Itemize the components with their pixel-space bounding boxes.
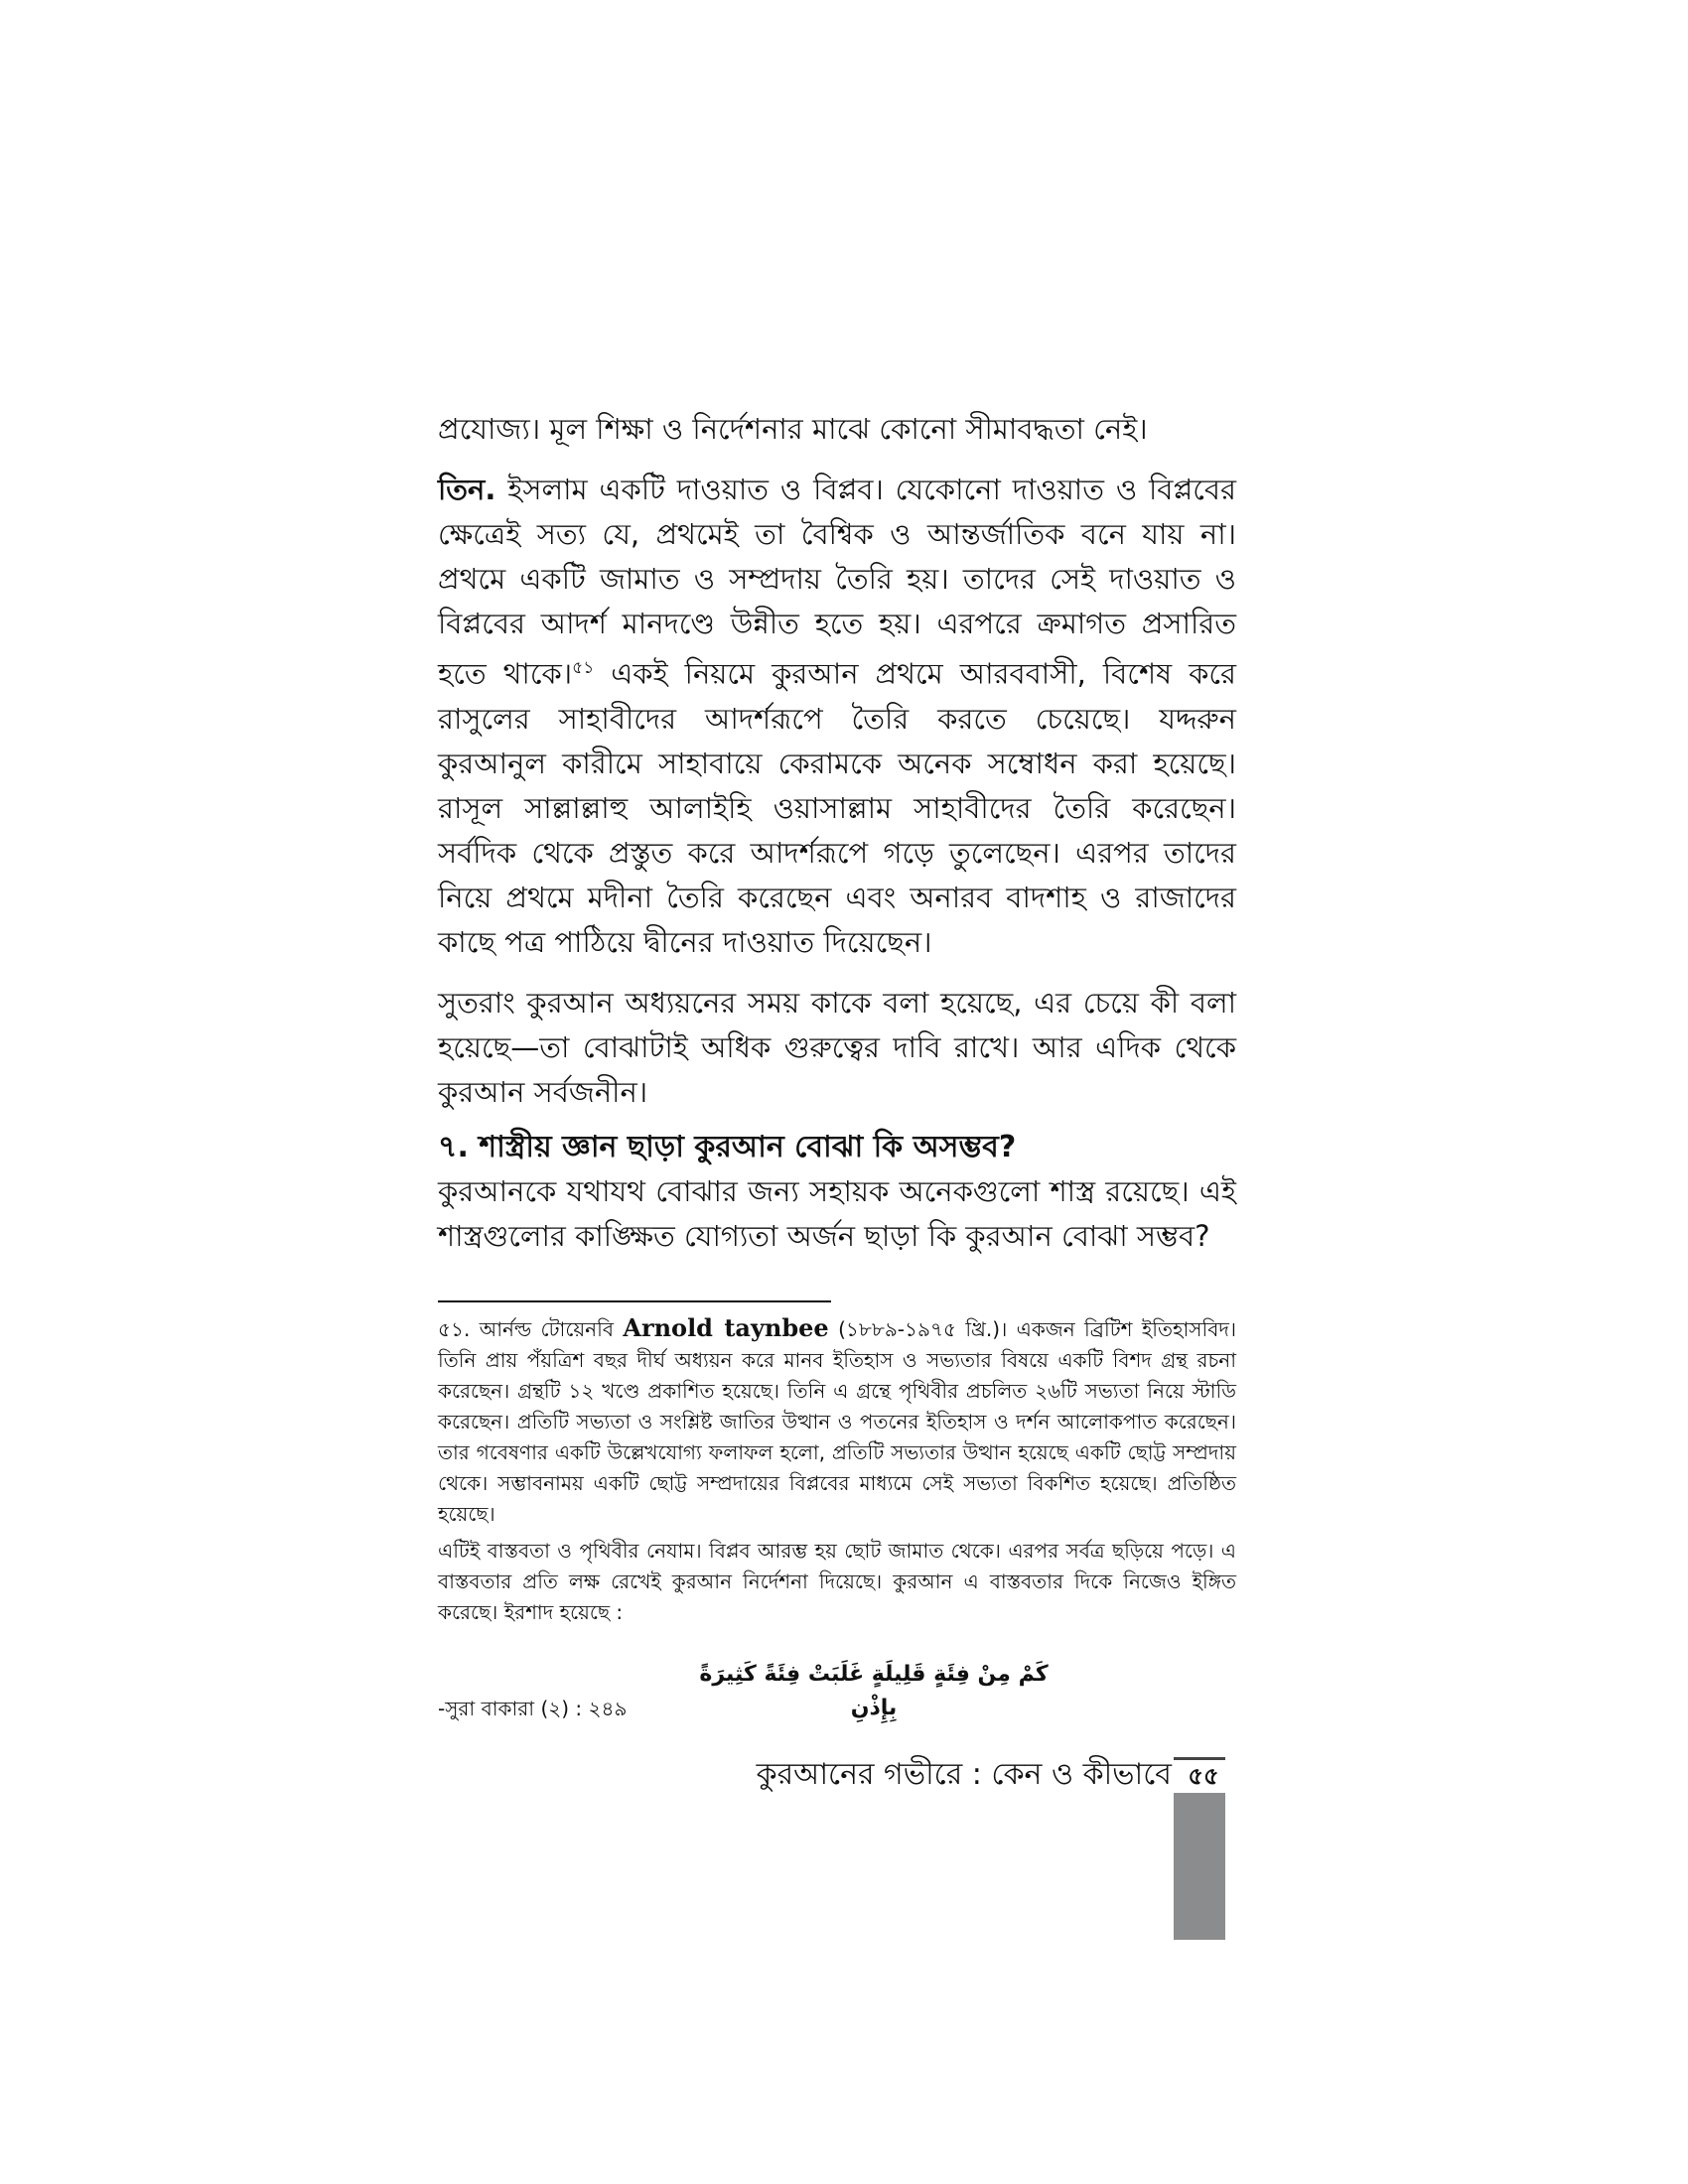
paragraph-text: সুতরাং কুরআন অধ্যয়নের সময় কাকে বলা হয়েছে, এর চেয়ে কী বলা হয়েছে—তা বোঝাটাই অধিক গুরুত্বের দাবি রাখে। আর এদিক থেকে কুরআন সর্বজনীন। xyxy=(438,985,1236,1109)
section-question: কুরআনকে যথাযথ বোঝার জন্য সহায়ক অনেকগুলো শাস্ত্র রয়েছে। এই শাস্ত্রগুলোর কাঙ্ক্ষিত যোগ্যতা অর্জন ছাড়া কি কুরআন বোঝা সম্ভব? xyxy=(438,1174,1236,1253)
footnote-number: ৫১. আর্নল্ড টোয়েনবি xyxy=(438,1317,624,1341)
footnote-reference[interactable]: ৫১ xyxy=(572,658,595,678)
paragraph xyxy=(438,981,1236,1115)
footnote-text: এটিই বাস্তবতা ও পৃথিবীর নেযাম। বিপ্লব আরম্ভ হয় ছোট জামাত থেকে। এরপর সর্বত্র ছড়িয়ে পড়ে। এ বাস্তবতার প্রতি লক্ষ রেখেই কুরআন নির্দেশনা দিয়েছে। কুরআন এ বাস্তবতার দিকে নিজেও ইঙ্গিত করেছে। ইরশাদ হয়েছে : xyxy=(438,1539,1236,1624)
paragraph-text: প্রযোজ্য। মূল শিক্ষা ও নির্দেশনার মাঝে কোনো সীমাবদ্ধতা নেই। xyxy=(438,412,1148,446)
page-tab-rule xyxy=(1174,1757,1225,1760)
page-edge-tab xyxy=(1174,1793,1225,1940)
body-text xyxy=(438,407,1236,1131)
paragraph xyxy=(438,468,1236,965)
paragraph-lead: তিন. xyxy=(438,473,496,506)
paragraph xyxy=(438,407,1236,452)
footnote-divider xyxy=(438,1300,831,1302)
paragraph-text: ইসলাম একটি দাওয়াত ও বিপ্লব। যেকোনো দাওয়াত ও বিপ্লবের ক্ষেত্রেই সত্য যে, প্রথমেই তা বৈশ্বিক ও আন্তর্জাতিক বনে যায় না। প্রথমে একটি জামাত ও সম্প্রদায় তৈরি হয়। তাদের সেই দাওয়াত ও বিপ্লবের আদর্শ মানদণ্ডে উন্নীত হতে হয়। এরপরে ক্রমাগত প্রসারিত হতে থাকে। xyxy=(438,473,1236,691)
paragraph-text: একই নিয়মে কুরআন প্রথমে আরববাসী, বিশেষ করে রাসুলের সাহাবীদের আদর্শরূপে তৈরি করতে চেয়েছে। যদ্দরুন কুরআনুল কারীমে সাহাবায়ে কেরামকে অনেক সম্বোধন করা হয়েছে। রাসূল সাল্লাল্লাহু আলাইহি ওয়াসাল্লাম সাহাবীদের তৈরি করেছেন। সর্বদিক থেকে প্রস্তুত করে আদর্শরূপে গড়ে তুলেছেন। এরপর তাদের নিয়ে প্রথমে মদীনা তৈরি করেছেন এবং অনারব বাদশাহ ও রাজাদের কাছে পত্র পাঠিয়ে দ্বীনের দাওয়াত দিয়েছেন। xyxy=(438,656,1236,959)
verse-citation: -সুরা বাকারা (২) : ২৪৯ xyxy=(438,1697,628,1720)
footnote-text: (১৮৮৯-১৯৭৫ খ্রি.)। একজন ব্রিটিশ ইতিহাসবিদ। তিনি প্রায় পঁয়ত্রিশ বছর দীর্ঘ অধ্যয়ন করে মানব ইতিহাস ও সভ্যতার বিষয়ে একটি বিশদ গ্রন্থ রচনা করেছেন। গ্রন্থটি ১২ খণ্ডে প্রকাশিত হয়েছে। তিনি এ গ্রন্থে পৃথিবীর প্রচলিত ২৬টি সভ্যতা নিয়ে স্টাডি করেছেন। প্রতিটি সভ্যতা ও সংশ্লিষ্ট জাতির উত্থান ও পতনের ইতিহাস ও দর্শন আলোকপাত করেছেন। তার গবেষণার একটি উল্লেখযোগ্য ফলাফল হলো, প্রতিটি সভ্যতার উত্থান হয়েছে একটি ছোট্ট সম্প্রদায় থেকে। সম্ভাবনাময় একটি ছোট্ট সম্প্রদায়ের বিপ্লবের মাধ্যমে সেই সভ্যতা বিকশিত হয়েছে। প্রতিষ্ঠিত হয়েছে। xyxy=(438,1317,1237,1526)
footnote-paragraph xyxy=(438,1536,1236,1628)
footnote xyxy=(438,1312,1236,1634)
page-number: ৫৫ xyxy=(1188,1762,1219,1790)
footnote-paragraph xyxy=(438,1312,1236,1530)
running-head: কুরআনের গভীরে : কেন ও কীভাবে xyxy=(756,1757,1172,1792)
footnote-latin-name: Arnold taynbee xyxy=(623,1313,829,1342)
section-heading: ৭. শাস্ত্রীয় জ্ঞান ছাড়া কুরআন বোঝা কি অসম্ভব? xyxy=(438,1130,1017,1164)
arabic-verse: كَمْ مِنْ فِئَةٍ قَلِيلَةٍ غَلَبَتْ فِئَةً كَثِيرَةً بِإِذْنِ xyxy=(699,1662,1049,1720)
